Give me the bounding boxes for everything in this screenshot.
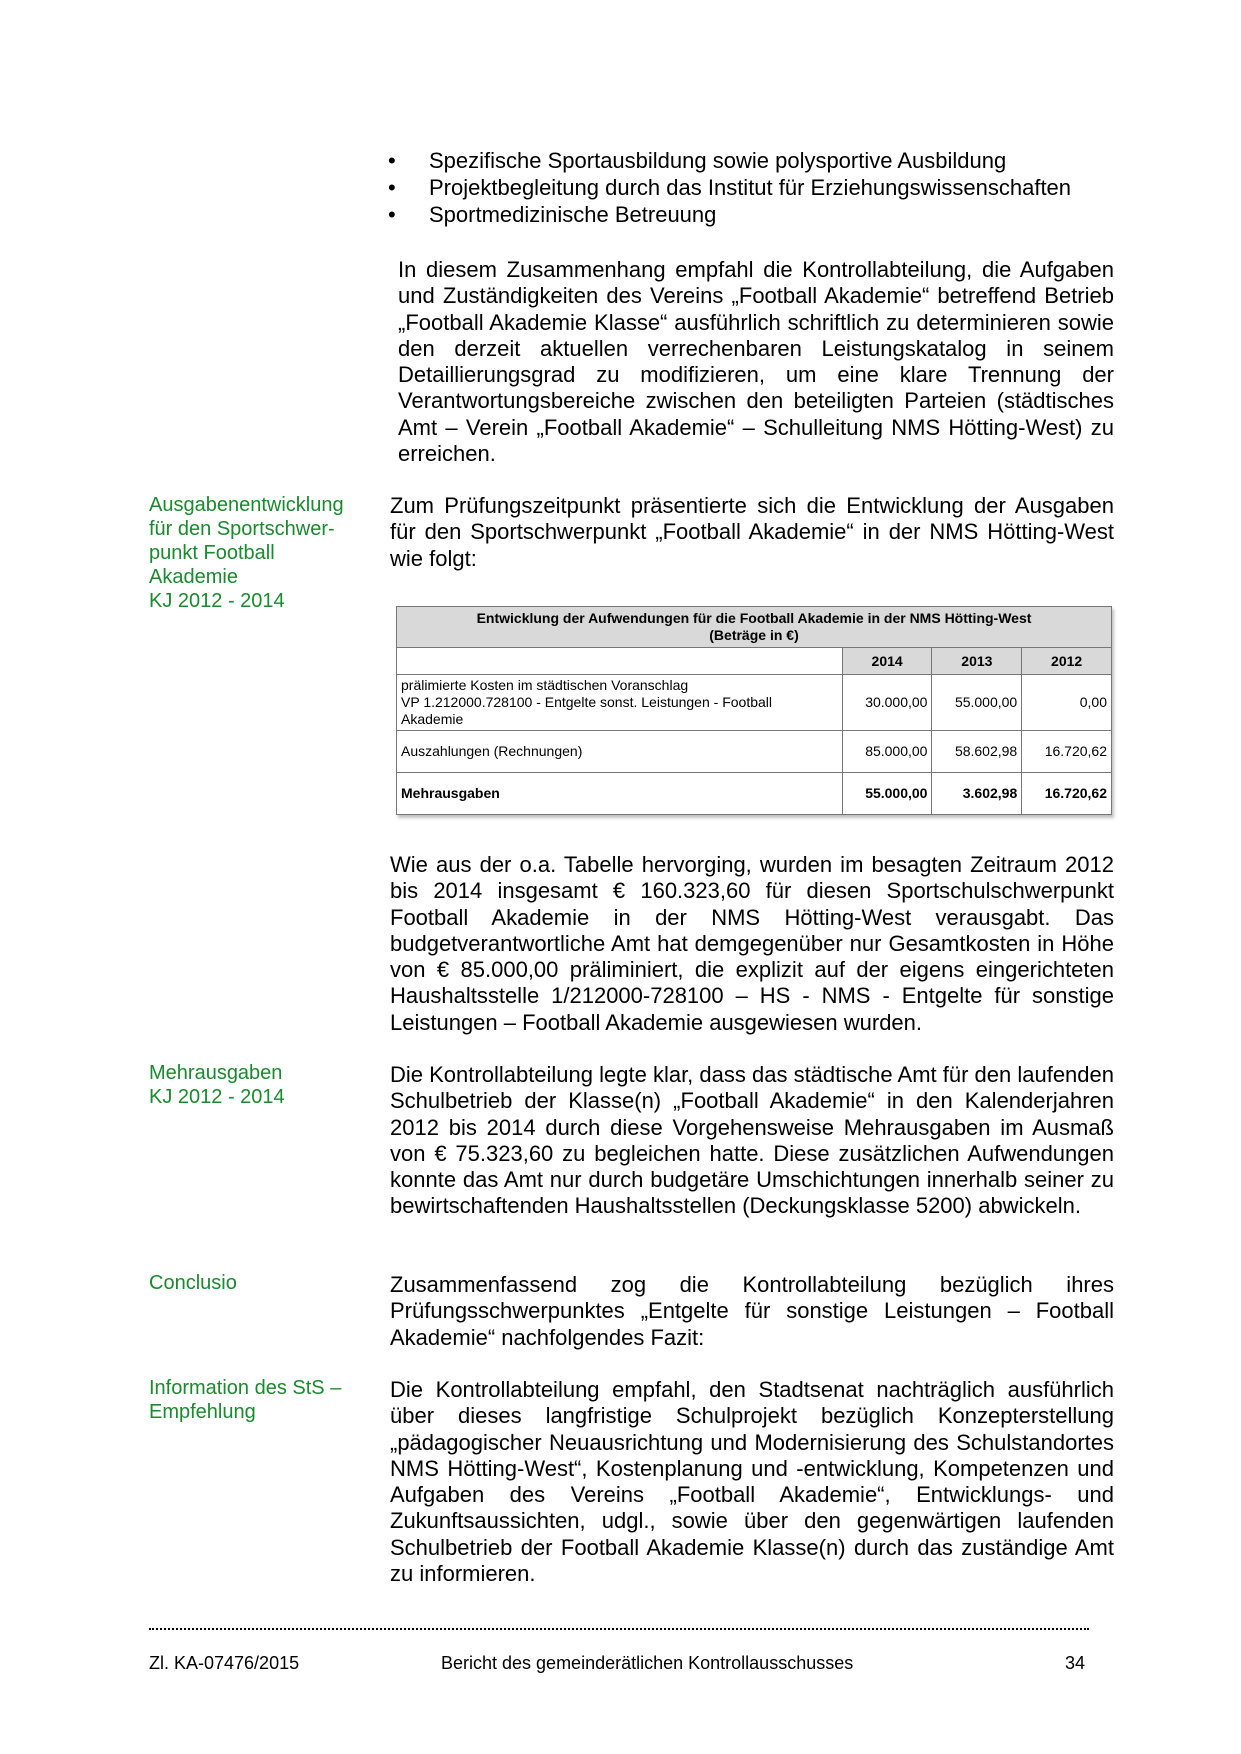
table-cell: 0,00 [1022,675,1112,731]
expenses-table [396,606,1112,815]
sidenote-ausgabenentwicklung: Ausgabenentwicklung für den Sportschwer- punkt Football Akademie KJ 2012 - 2014 [149,494,344,612]
bullet-item: • Projektbegleitung durch das Institut für Erziehungswissenschaften [384,174,1124,201]
row-label: prälimierte Kosten im städtischen Voranschlag VP 1.212000.728100 - Entgelte sonst. Leistungen - Football Akademie [397,675,843,731]
footer-reference: Zl. KA-07476/2015 [149,1653,300,1673]
row-label: Auszahlungen (Rechnungen) [397,731,843,773]
table-cell: 16.720,62 [1022,773,1112,815]
paragraph-conclusio: Zusammenfassend zog die Kontrollabteilung bezüglich ihres Prüfungsschwerpunktes „Entgelte für sonstige Leistungen – Football Akademie“ nachfolgendes Fazit: [390,1272,1114,1350]
table-cell: 3.602,98 [932,773,1022,815]
column-header: 2014 [842,648,932,675]
row-label: Mehrausgaben [397,773,843,815]
paragraph-mehrausgaben: Die Kontrollabteilung legte klar, dass das städtische Amt für den laufenden Schulbetrieb der Klasse(n) „Football Akademie“ in den Kalenderjahren 2012 bis 2014 durch diese Vorgehensweise Mehrausgaben im Ausmaß von € 75.323,60 zu begleichen hatte. Diese zusätzlichen Aufwendungen konnte das Amt nur durch budgetäre Umschichtungen innerhalb seiner zu bewirtschaftenden Haushaltsstellen (Deckungsklasse 5200) abwickeln. [390,1062,1115,1219]
bullet-item: • Spezifische Sportausbildung sowie polysportive Ausbildung [384,147,1124,174]
column-header: 2013 [932,648,1022,675]
table-cell: 85.000,00 [842,731,932,773]
paragraph-empfehlung: Die Kontrollabteilung empfahl, den Stadtsenat nachträglich ausführlich über dieses langfristige Schulprojekt bezüglich Konzepterstellung „pädagogischer Neuausrichtung und Modernisierung des Schulstandortes NMS Hötting-West“, Kostenplanung und -entwicklung, Kompetenzen und Aufgaben des Vereins „Football Akademie“, Entwicklungs- und Zukunftsaussichten, udgl., sowie über den gegenwärtigen laufenden Schulbetrieb der Football Akademie Klasse(n) durch das zuständige Amt zu informieren. [390,1377,1114,1587]
table-title: Entwicklung der Aufwendungen für die Football Akademie in der NMS Hötting-West (Beträge in €) [397,607,1112,648]
bullet-list [384,147,1124,228]
table-cell: 16.720,62 [1022,731,1112,773]
table-row [397,731,1112,773]
table-row-total [397,773,1112,815]
footer-divider [149,1628,1089,1630]
table-cell: 55.000,00 [842,773,932,815]
sidenote-mehrausgaben: Mehrausgaben KJ 2012 - 2014 [149,1062,285,1108]
paragraph-table-intro: Zum Prüfungszeitpunkt präsentierte sich die Entwicklung der Ausgaben für den Sportschwerpunkt „Football Akademie“ in der NMS Hötting-West wie folgt: [390,493,1114,571]
column-header: 2012 [1022,648,1112,675]
sidenote-empfehlung: Information des StS – Empfehlung [149,1377,342,1423]
table-cell: 30.000,00 [842,675,932,731]
table-cell: 55.000,00 [932,675,1022,731]
bullet-item: • Sportmedizinische Betreuung [384,201,1124,228]
table-row [397,675,1112,731]
sidenote-conclusio: Conclusio [149,1272,237,1294]
table-header-row [397,648,1112,675]
footer-title: Bericht des gemeinderätlichen Kontrollausschusses [441,1653,854,1673]
table-cell: 58.602,98 [932,731,1022,773]
paragraph-intro: In diesem Zusammenhang empfahl die Kontrollabteilung, die Aufgaben und Zuständigkeiten des Vereins „Football Akademie“ betreffend Betrieb „Football Akademie Klasse“ ausführlich schriftlich zu determinieren sowie den derzeit aktuellen verrechenbaren Leistungskatalog in seinem Detaillierungsgrad zu modifizieren, um eine klare Trennung der Verantwortungsbereiche zwischen den beteiligten Parteien (städtisches Amt – Verein „Football Akademie“ – Schulleitung NMS Hötting-West) zu erreichen. [398,257,1114,467]
page-number: 34 [1065,1653,1086,1673]
paragraph-after-table: Wie aus der o.a. Tabelle hervorging, wurden im besagten Zeitraum 2012 bis 2014 insgesamt € 160.323,60 für diesen Sportschulschwerpunkt Football Akademie in der NMS Hötting-West verausgabt. Das budgetverantwortliche Amt hat demgegenüber nur Gesamtkosten in Höhe von € 85.000,00 präliminiert, die explizit auf der eigens eingerichteten Haushaltsstelle 1/212000-728100 – HS - NMS - Entgelte für sonstige Leistungen – Football Akademie ausgewiesen wurden. [390,852,1114,1035]
